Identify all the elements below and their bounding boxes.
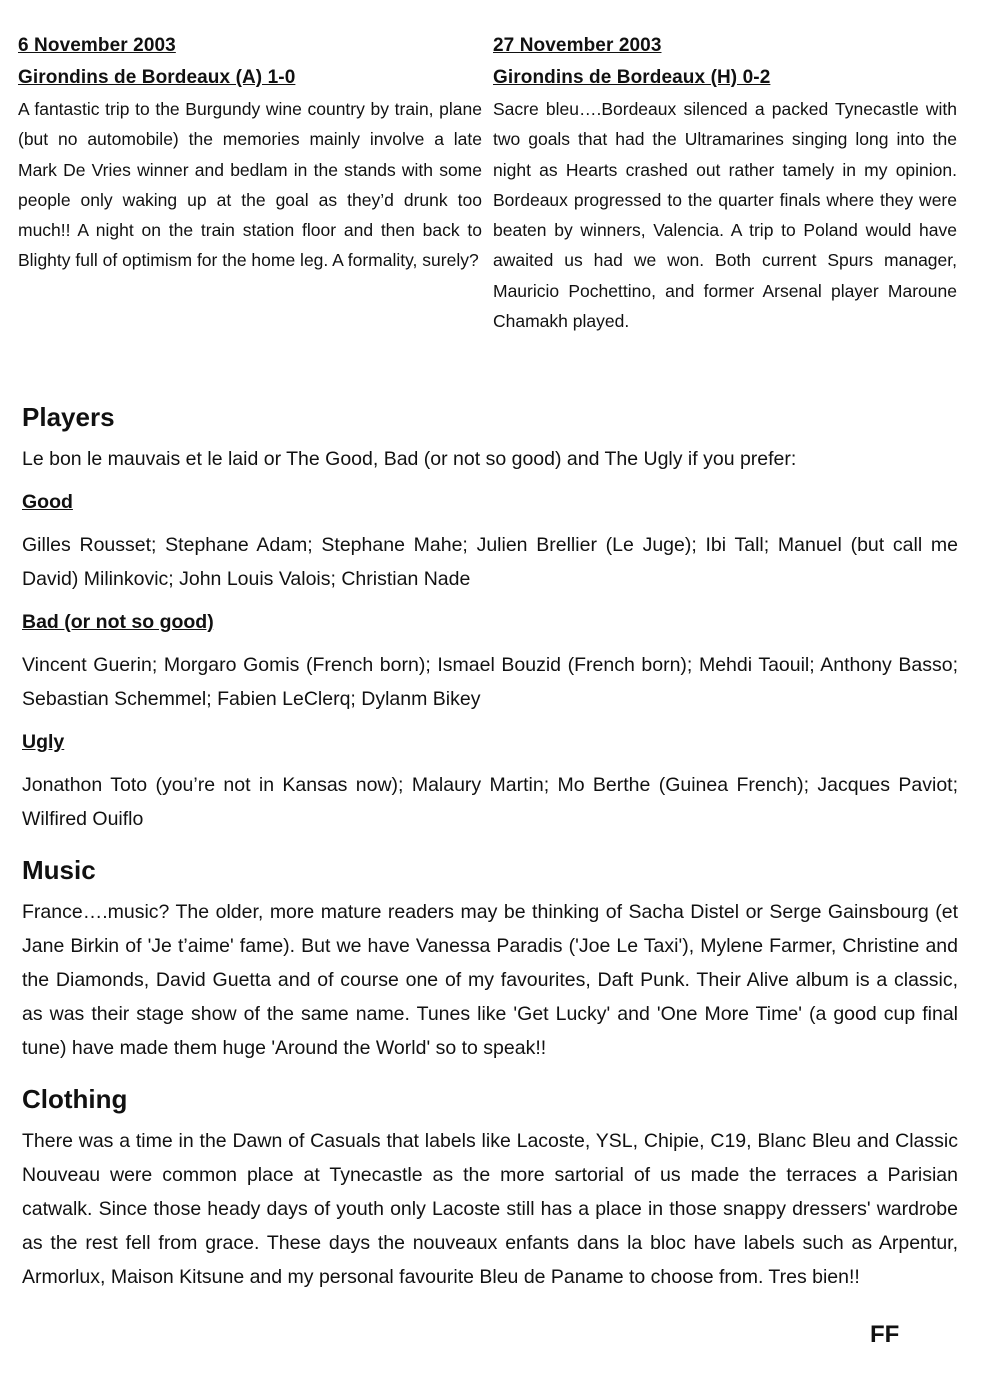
music-text: France….music? The older, more mature readers may be thinking of Sacha Distel or Serge Gainsbourg (et Jane Birkin of 'Je t’aime' fame). But we have Vanessa Paradis ('Joe Le Taxi'), Mylene Farmer, Christine and the Diamonds, David Guetta and of course one of my favourites, Daft Punk. Their Alive album is a classic, as was their stage show of the same name. Tunes like 'Get Lucky' and 'One More Time' (a good cup final tune) have made them huge 'Around the World' so to speak!! (22, 901, 958, 1059)
good-subheading: Good (22, 491, 73, 513)
match-date: 27 November 2003 (493, 35, 662, 56)
ugly-subheading: Ugly (22, 731, 65, 753)
match-title: Girondins de Bordeaux (A) 1-0 (18, 67, 296, 88)
clothing-heading: Clothing (22, 1084, 128, 1114)
match-report-text: A fantastic trip to the Burgundy wine country by train, plane (but no automobile) the memories mainly involve a late Mark De Vries winner and bedlam in the stands with some people only waking up at the goal as they’d drunk too much!! A night on the train station floor and then back to Blighty full of optimism for the home leg. A formality, surely? (18, 99, 482, 271)
music-heading: Music (22, 855, 96, 885)
match-report-home (493, 30, 957, 336)
players-intro: Le bon le mauvais et le laid or The Good, Bad (or not so good) and The Ugly if you prefer: (22, 448, 797, 470)
match-title: Girondins de Bordeaux (H) 0-2 (493, 67, 771, 88)
bad-players-list: Vincent Guerin; Morgaro Gomis (French born); Ismael Bouzid (French born); Mehdi Taouil; Anthony Basso; Sebastian Schemmel; Fabien LeClerq; Dylanm Bikey (22, 654, 958, 710)
ugly-players-list: Jonathon Toto (you’re not in Kansas now); Malaury Martin; Mo Berthe (Guinea French); Jacques Paviot; Wilfired Ouiflo (22, 774, 958, 830)
article-body (22, 392, 958, 1294)
author-signature: FF (870, 1321, 900, 1348)
bad-subheading: Bad (or not so good) (22, 611, 214, 633)
players-heading: Players (22, 402, 115, 432)
clothing-text: There was a time in the Dawn of Casuals that labels like Lacoste, YSL, Chipie, C19, Blanc Bleu and Classic Nouveau were common place at Tynecastle as the more sartorial of us made the terraces a Parisian catwalk. Since those heady days of youth only Lacoste still has a place in those snappy dressers' wardrobe as the rest fell from grace. These days the nouveaux enfants dans la bloc have labels such as Arpentur, Armorlux, Maison Kitsune and my personal favourite Bleu de Paname to choose from. Tres bien!! (22, 1130, 958, 1288)
match-date: 6 November 2003 (18, 35, 176, 56)
good-players-list: Gilles Rousset; Stephane Adam; Stephane Mahe; Julien Brellier (Le Juge); Ibi Tall; Manuel (but call me David) Milinkovic; John Louis Valois; Christian Nade (22, 534, 958, 590)
match-report-away (18, 30, 482, 276)
match-report-text: Sacre bleu….Bordeaux silenced a packed Tynecastle with two goals that had the Ultramarines singing long into the night as Hearts crashed out rather tamely in my opinion. Bordeaux progressed to the quarter finals where they were beaten by winners, Valencia. A trip to Poland would have awaited us had we won. Both current Spurs manager, Mauricio Pochettino, and former Arsenal player Maroune Chamakh played. (493, 99, 957, 332)
